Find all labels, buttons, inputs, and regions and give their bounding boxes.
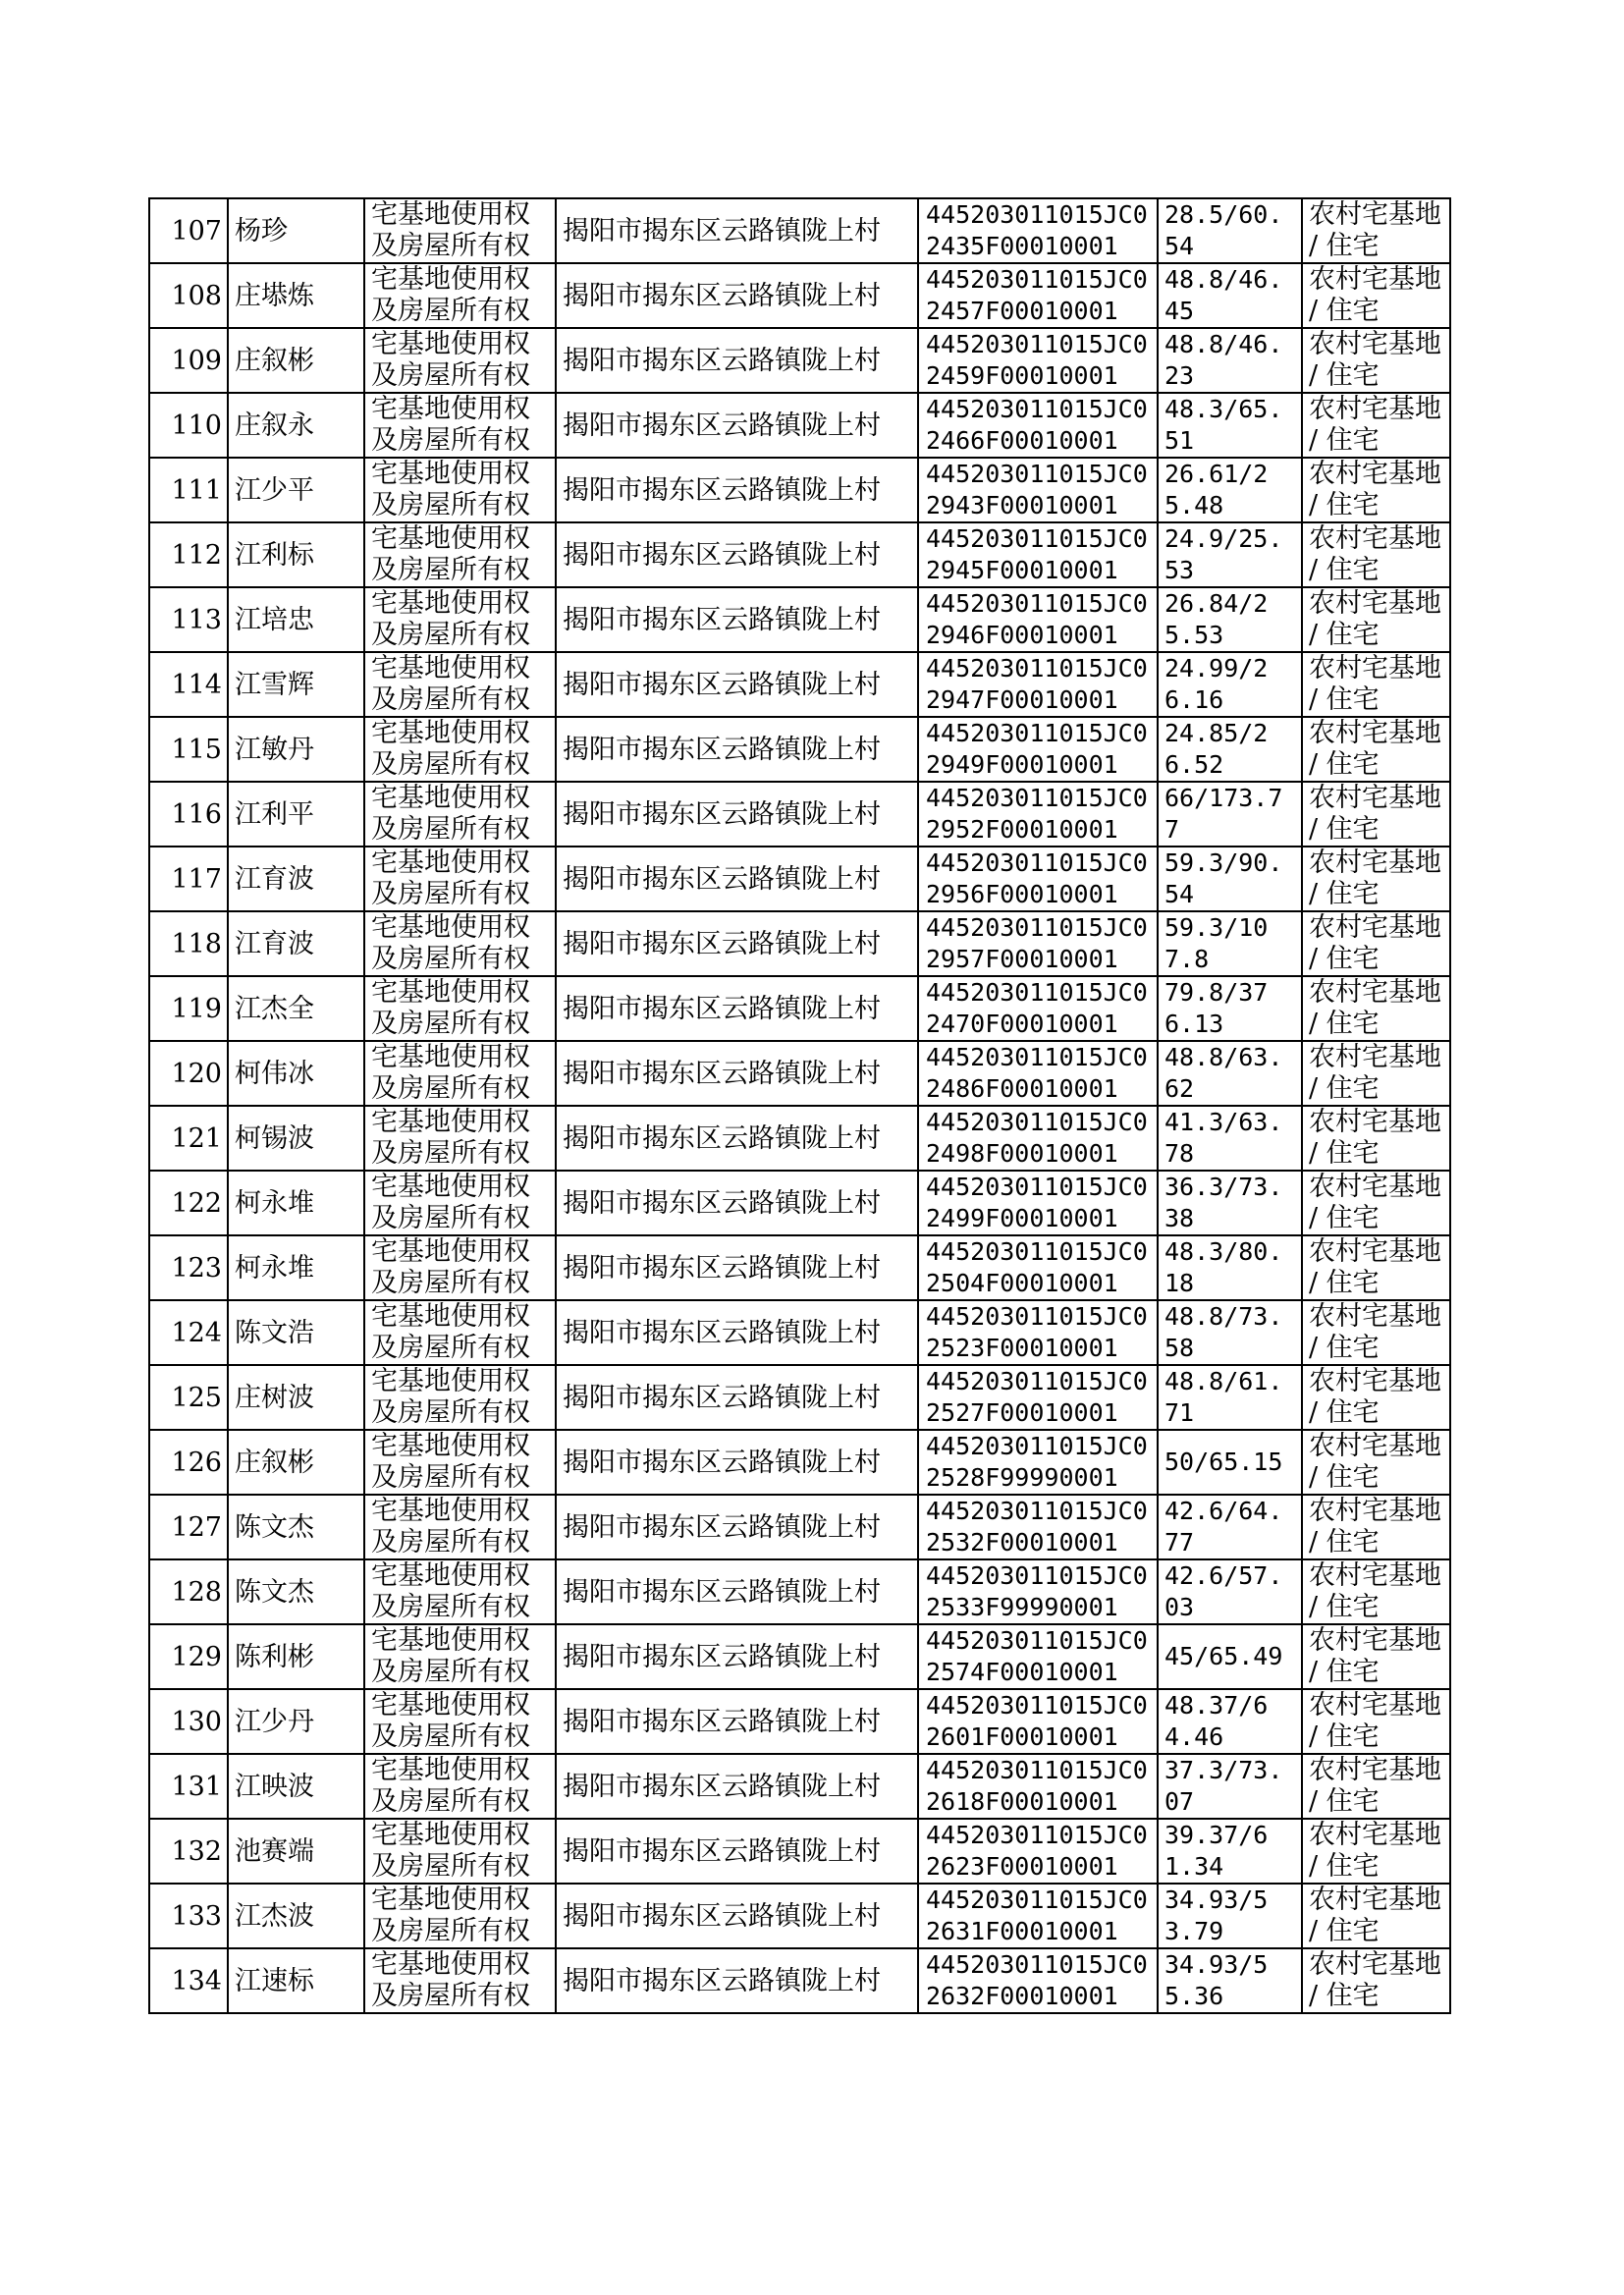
owner-name-cell: 江雪辉 <box>228 652 364 717</box>
row-number-cell: 107 <box>149 198 228 263</box>
row-number-cell: 126 <box>149 1430 228 1495</box>
area-cell: 36.3/73.38 <box>1158 1171 1302 1235</box>
table-row <box>149 328 1450 393</box>
row-number-cell: 110 <box>149 393 228 458</box>
area-cell: 48.8/73.58 <box>1158 1300 1302 1365</box>
unit-code-cell: 445203011015JC02943F00010001 <box>918 458 1158 522</box>
owner-name-cell: 江培忠 <box>228 587 364 652</box>
row-number-cell: 120 <box>149 1041 228 1106</box>
location-cell: 揭阳市揭东区云路镇陇上村 <box>556 717 918 782</box>
area-cell: 24.99/26.16 <box>1158 652 1302 717</box>
row-number-cell: 130 <box>149 1689 228 1754</box>
area-cell: 26.61/25.48 <box>1158 458 1302 522</box>
right-type-cell: 宅基地使用权及房屋所有权 <box>364 911 556 976</box>
table-row <box>149 1624 1450 1689</box>
right-type-cell: 宅基地使用权及房屋所有权 <box>364 1171 556 1235</box>
table-body <box>149 198 1450 2013</box>
right-type-cell: 宅基地使用权及房屋所有权 <box>364 1041 556 1106</box>
area-cell: 28.5/60.54 <box>1158 198 1302 263</box>
owner-name-cell: 柯永堆 <box>228 1171 364 1235</box>
area-cell: 34.93/55.36 <box>1158 1948 1302 2013</box>
use-cell: 农村宅基地 / 住宅 <box>1302 198 1450 263</box>
area-cell: 48.3/80.18 <box>1158 1235 1302 1300</box>
table-row <box>149 263 1450 328</box>
right-type-cell: 宅基地使用权及房屋所有权 <box>364 522 556 587</box>
unit-code-cell: 445203011015JC02618F00010001 <box>918 1754 1158 1819</box>
unit-code-cell: 445203011015JC02632F00010001 <box>918 1948 1158 2013</box>
unit-code-cell: 445203011015JC02949F00010001 <box>918 717 1158 782</box>
row-number-cell: 132 <box>149 1819 228 1884</box>
table-row <box>149 1106 1450 1171</box>
use-cell: 农村宅基地 / 住宅 <box>1302 1624 1450 1689</box>
unit-code-cell: 445203011015JC02631F00010001 <box>918 1884 1158 1948</box>
right-type-cell: 宅基地使用权及房屋所有权 <box>364 1624 556 1689</box>
row-number-cell: 128 <box>149 1559 228 1624</box>
unit-code-cell: 445203011015JC02457F00010001 <box>918 263 1158 328</box>
row-number-cell: 131 <box>149 1754 228 1819</box>
use-cell: 农村宅基地 / 住宅 <box>1302 1819 1450 1884</box>
right-type-cell: 宅基地使用权及房屋所有权 <box>364 1300 556 1365</box>
use-cell: 农村宅基地 / 住宅 <box>1302 263 1450 328</box>
area-cell: 37.3/73.07 <box>1158 1754 1302 1819</box>
location-cell: 揭阳市揭东区云路镇陇上村 <box>556 1754 918 1819</box>
owner-name-cell: 江利标 <box>228 522 364 587</box>
table-row <box>149 198 1450 263</box>
location-cell: 揭阳市揭东区云路镇陇上村 <box>556 782 918 847</box>
owner-name-cell: 庄叙彬 <box>228 1430 364 1495</box>
row-number-cell: 109 <box>149 328 228 393</box>
use-cell: 农村宅基地 / 住宅 <box>1302 1689 1450 1754</box>
owner-name-cell: 江杰波 <box>228 1884 364 1948</box>
location-cell: 揭阳市揭东区云路镇陇上村 <box>556 522 918 587</box>
owner-name-cell: 江敏丹 <box>228 717 364 782</box>
use-cell: 农村宅基地 / 住宅 <box>1302 1948 1450 2013</box>
right-type-cell: 宅基地使用权及房屋所有权 <box>364 1430 556 1495</box>
location-cell: 揭阳市揭东区云路镇陇上村 <box>556 328 918 393</box>
location-cell: 揭阳市揭东区云路镇陇上村 <box>556 1495 918 1559</box>
area-cell: 24.9/25.53 <box>1158 522 1302 587</box>
area-cell: 34.93/53.79 <box>1158 1884 1302 1948</box>
owner-name-cell: 庄塨炼 <box>228 263 364 328</box>
right-type-cell: 宅基地使用权及房屋所有权 <box>364 1884 556 1948</box>
table-row <box>149 1041 1450 1106</box>
right-type-cell: 宅基地使用权及房屋所有权 <box>364 1819 556 1884</box>
area-cell: 50/65.15 <box>1158 1430 1302 1495</box>
owner-name-cell: 庄叙彬 <box>228 328 364 393</box>
use-cell: 农村宅基地 / 住宅 <box>1302 976 1450 1041</box>
row-number-cell: 118 <box>149 911 228 976</box>
use-cell: 农村宅基地 / 住宅 <box>1302 1884 1450 1948</box>
unit-code-cell: 445203011015JC02466F00010001 <box>918 393 1158 458</box>
table-row <box>149 1754 1450 1819</box>
table-row <box>149 458 1450 522</box>
row-number-cell: 134 <box>149 1948 228 2013</box>
unit-code-cell: 445203011015JC02498F00010001 <box>918 1106 1158 1171</box>
unit-code-cell: 445203011015JC02574F00010001 <box>918 1624 1158 1689</box>
owner-name-cell: 庄树波 <box>228 1365 364 1430</box>
use-cell: 农村宅基地 / 住宅 <box>1302 717 1450 782</box>
use-cell: 农村宅基地 / 住宅 <box>1302 1495 1450 1559</box>
right-type-cell: 宅基地使用权及房屋所有权 <box>364 717 556 782</box>
row-number-cell: 108 <box>149 263 228 328</box>
unit-code-cell: 445203011015JC02523F00010001 <box>918 1300 1158 1365</box>
location-cell: 揭阳市揭东区云路镇陇上村 <box>556 587 918 652</box>
owner-name-cell: 江少丹 <box>228 1689 364 1754</box>
unit-code-cell: 445203011015JC02623F00010001 <box>918 1819 1158 1884</box>
area-cell: 79.8/376.13 <box>1158 976 1302 1041</box>
table-row <box>149 1948 1450 2013</box>
registration-table <box>148 197 1451 2014</box>
right-type-cell: 宅基地使用权及房屋所有权 <box>364 782 556 847</box>
unit-code-cell: 445203011015JC02952F00010001 <box>918 782 1158 847</box>
location-cell: 揭阳市揭东区云路镇陇上村 <box>556 976 918 1041</box>
row-number-cell: 112 <box>149 522 228 587</box>
unit-code-cell: 445203011015JC02533F99990001 <box>918 1559 1158 1624</box>
unit-code-cell: 445203011015JC02435F00010001 <box>918 198 1158 263</box>
unit-code-cell: 445203011015JC02528F99990001 <box>918 1430 1158 1495</box>
use-cell: 农村宅基地 / 住宅 <box>1302 782 1450 847</box>
use-cell: 农村宅基地 / 住宅 <box>1302 1365 1450 1430</box>
owner-name-cell: 杨珍 <box>228 198 364 263</box>
owner-name-cell: 江速标 <box>228 1948 364 2013</box>
table-row <box>149 976 1450 1041</box>
row-number-cell: 133 <box>149 1884 228 1948</box>
right-type-cell: 宅基地使用权及房屋所有权 <box>364 1559 556 1624</box>
table-row <box>149 1235 1450 1300</box>
owner-name-cell: 江杰全 <box>228 976 364 1041</box>
use-cell: 农村宅基地 / 住宅 <box>1302 1430 1450 1495</box>
table-row <box>149 652 1450 717</box>
area-cell: 59.3/107.8 <box>1158 911 1302 976</box>
use-cell: 农村宅基地 / 住宅 <box>1302 1041 1450 1106</box>
table-row <box>149 1689 1450 1754</box>
use-cell: 农村宅基地 / 住宅 <box>1302 1171 1450 1235</box>
right-type-cell: 宅基地使用权及房屋所有权 <box>364 1495 556 1559</box>
use-cell: 农村宅基地 / 住宅 <box>1302 328 1450 393</box>
use-cell: 农村宅基地 / 住宅 <box>1302 1559 1450 1624</box>
unit-code-cell: 445203011015JC02947F00010001 <box>918 652 1158 717</box>
table-row <box>149 1559 1450 1624</box>
row-number-cell: 121 <box>149 1106 228 1171</box>
location-cell: 揭阳市揭东区云路镇陇上村 <box>556 263 918 328</box>
use-cell: 农村宅基地 / 住宅 <box>1302 522 1450 587</box>
area-cell: 39.37/61.34 <box>1158 1819 1302 1884</box>
area-cell: 48.3/65.51 <box>1158 393 1302 458</box>
unit-code-cell: 445203011015JC02486F00010001 <box>918 1041 1158 1106</box>
table-row <box>149 782 1450 847</box>
area-cell: 48.8/61.71 <box>1158 1365 1302 1430</box>
location-cell: 揭阳市揭东区云路镇陇上村 <box>556 393 918 458</box>
area-cell: 48.8/46.23 <box>1158 328 1302 393</box>
right-type-cell: 宅基地使用权及房屋所有权 <box>364 652 556 717</box>
area-cell: 26.84/25.53 <box>1158 587 1302 652</box>
location-cell: 揭阳市揭东区云路镇陇上村 <box>556 1235 918 1300</box>
right-type-cell: 宅基地使用权及房屋所有权 <box>364 1948 556 2013</box>
owner-name-cell: 江利平 <box>228 782 364 847</box>
location-cell: 揭阳市揭东区云路镇陇上村 <box>556 1365 918 1430</box>
use-cell: 农村宅基地 / 住宅 <box>1302 911 1450 976</box>
table-row <box>149 1365 1450 1430</box>
right-type-cell: 宅基地使用权及房屋所有权 <box>364 328 556 393</box>
owner-name-cell: 柯伟冰 <box>228 1041 364 1106</box>
row-number-cell: 115 <box>149 717 228 782</box>
right-type-cell: 宅基地使用权及房屋所有权 <box>364 976 556 1041</box>
row-number-cell: 117 <box>149 847 228 911</box>
use-cell: 农村宅基地 / 住宅 <box>1302 587 1450 652</box>
owner-name-cell: 江少平 <box>228 458 364 522</box>
row-number-cell: 113 <box>149 587 228 652</box>
table-row <box>149 522 1450 587</box>
unit-code-cell: 445203011015JC02459F00010001 <box>918 328 1158 393</box>
owner-name-cell: 江育波 <box>228 847 364 911</box>
right-type-cell: 宅基地使用权及房屋所有权 <box>364 1235 556 1300</box>
right-type-cell: 宅基地使用权及房屋所有权 <box>364 458 556 522</box>
unit-code-cell: 445203011015JC02956F00010001 <box>918 847 1158 911</box>
location-cell: 揭阳市揭东区云路镇陇上村 <box>556 1171 918 1235</box>
location-cell: 揭阳市揭东区云路镇陇上村 <box>556 1300 918 1365</box>
location-cell: 揭阳市揭东区云路镇陇上村 <box>556 1624 918 1689</box>
right-type-cell: 宅基地使用权及房屋所有权 <box>364 1754 556 1819</box>
row-number-cell: 124 <box>149 1300 228 1365</box>
row-number-cell: 116 <box>149 782 228 847</box>
area-cell: 66/173.77 <box>1158 782 1302 847</box>
use-cell: 农村宅基地 / 住宅 <box>1302 458 1450 522</box>
table-row <box>149 1171 1450 1235</box>
location-cell: 揭阳市揭东区云路镇陇上村 <box>556 1884 918 1948</box>
area-cell: 42.6/64.77 <box>1158 1495 1302 1559</box>
unit-code-cell: 445203011015JC02957F00010001 <box>918 911 1158 976</box>
location-cell: 揭阳市揭东区云路镇陇上村 <box>556 1559 918 1624</box>
use-cell: 农村宅基地 / 住宅 <box>1302 847 1450 911</box>
use-cell: 农村宅基地 / 住宅 <box>1302 1235 1450 1300</box>
use-cell: 农村宅基地 / 住宅 <box>1302 652 1450 717</box>
owner-name-cell: 江育波 <box>228 911 364 976</box>
owner-name-cell: 陈利彬 <box>228 1624 364 1689</box>
location-cell: 揭阳市揭东区云路镇陇上村 <box>556 1430 918 1495</box>
table-row <box>149 393 1450 458</box>
right-type-cell: 宅基地使用权及房屋所有权 <box>364 1689 556 1754</box>
location-cell: 揭阳市揭东区云路镇陇上村 <box>556 1819 918 1884</box>
unit-code-cell: 445203011015JC02532F00010001 <box>918 1495 1158 1559</box>
unit-code-cell: 445203011015JC02946F00010001 <box>918 587 1158 652</box>
table-row <box>149 1430 1450 1495</box>
owner-name-cell: 庄叙永 <box>228 393 364 458</box>
table-row <box>149 717 1450 782</box>
row-number-cell: 122 <box>149 1171 228 1235</box>
location-cell: 揭阳市揭东区云路镇陇上村 <box>556 911 918 976</box>
unit-code-cell: 445203011015JC02470F00010001 <box>918 976 1158 1041</box>
row-number-cell: 119 <box>149 976 228 1041</box>
area-cell: 48.8/63.62 <box>1158 1041 1302 1106</box>
row-number-cell: 114 <box>149 652 228 717</box>
location-cell: 揭阳市揭东区云路镇陇上村 <box>556 847 918 911</box>
use-cell: 农村宅基地 / 住宅 <box>1302 1106 1450 1171</box>
table-row <box>149 1819 1450 1884</box>
use-cell: 农村宅基地 / 住宅 <box>1302 1300 1450 1365</box>
unit-code-cell: 445203011015JC02945F00010001 <box>918 522 1158 587</box>
location-cell: 揭阳市揭东区云路镇陇上村 <box>556 652 918 717</box>
row-number-cell: 129 <box>149 1624 228 1689</box>
use-cell: 农村宅基地 / 住宅 <box>1302 393 1450 458</box>
location-cell: 揭阳市揭东区云路镇陇上村 <box>556 1106 918 1171</box>
row-number-cell: 123 <box>149 1235 228 1300</box>
area-cell: 45/65.49 <box>1158 1624 1302 1689</box>
unit-code-cell: 445203011015JC02527F00010001 <box>918 1365 1158 1430</box>
table-row <box>149 1495 1450 1559</box>
area-cell: 24.85/26.52 <box>1158 717 1302 782</box>
owner-name-cell: 陈文杰 <box>228 1495 364 1559</box>
area-cell: 41.3/63.78 <box>1158 1106 1302 1171</box>
right-type-cell: 宅基地使用权及房屋所有权 <box>364 1106 556 1171</box>
location-cell: 揭阳市揭东区云路镇陇上村 <box>556 1041 918 1106</box>
owner-name-cell: 陈文杰 <box>228 1559 364 1624</box>
area-cell: 42.6/57.03 <box>1158 1559 1302 1624</box>
unit-code-cell: 445203011015JC02499F00010001 <box>918 1171 1158 1235</box>
location-cell: 揭阳市揭东区云路镇陇上村 <box>556 198 918 263</box>
right-type-cell: 宅基地使用权及房屋所有权 <box>364 847 556 911</box>
location-cell: 揭阳市揭东区云路镇陇上村 <box>556 1689 918 1754</box>
row-number-cell: 111 <box>149 458 228 522</box>
table-row <box>149 911 1450 976</box>
owner-name-cell: 陈文浩 <box>228 1300 364 1365</box>
right-type-cell: 宅基地使用权及房屋所有权 <box>364 587 556 652</box>
area-cell: 48.8/46.45 <box>1158 263 1302 328</box>
table-row <box>149 1884 1450 1948</box>
row-number-cell: 125 <box>149 1365 228 1430</box>
use-cell: 农村宅基地 / 住宅 <box>1302 1754 1450 1819</box>
table-row <box>149 587 1450 652</box>
unit-code-cell: 445203011015JC02601F00010001 <box>918 1689 1158 1754</box>
table-row <box>149 847 1450 911</box>
unit-code-cell: 445203011015JC02504F00010001 <box>918 1235 1158 1300</box>
area-cell: 59.3/90.54 <box>1158 847 1302 911</box>
right-type-cell: 宅基地使用权及房屋所有权 <box>364 393 556 458</box>
right-type-cell: 宅基地使用权及房屋所有权 <box>364 263 556 328</box>
right-type-cell: 宅基地使用权及房屋所有权 <box>364 1365 556 1430</box>
location-cell: 揭阳市揭东区云路镇陇上村 <box>556 458 918 522</box>
owner-name-cell: 池赛端 <box>228 1819 364 1884</box>
right-type-cell: 宅基地使用权及房屋所有权 <box>364 198 556 263</box>
area-cell: 48.37/64.46 <box>1158 1689 1302 1754</box>
owner-name-cell: 柯锡波 <box>228 1106 364 1171</box>
table-row <box>149 1300 1450 1365</box>
owner-name-cell: 江映波 <box>228 1754 364 1819</box>
location-cell: 揭阳市揭东区云路镇陇上村 <box>556 1948 918 2013</box>
row-number-cell: 127 <box>149 1495 228 1559</box>
owner-name-cell: 柯永堆 <box>228 1235 364 1300</box>
